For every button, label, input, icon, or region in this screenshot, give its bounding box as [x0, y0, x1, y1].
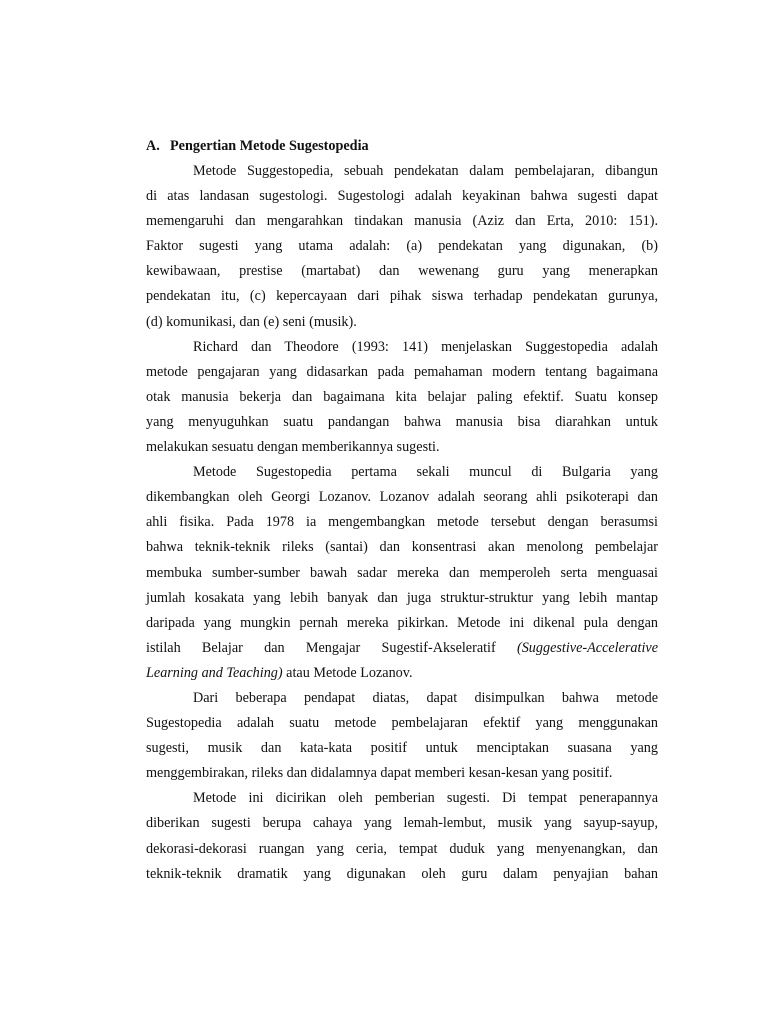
paragraph-line: Faktor sugesti yang utama adalah: (a) pendekatan yang digunakan, (b)	[146, 238, 658, 255]
document-page	[146, 134, 658, 887]
paragraph-line: dekorasi-dekorasi ruangan yang ceria, tempat duduk yang menyenangkan, dan	[146, 840, 658, 857]
paragraph-line-final	[146, 661, 658, 686]
paragraph-line: Sugestopedia adalah suatu metode pembelajaran efektif yang menggunakan	[146, 715, 658, 732]
lozanov-method-text: atau Metode Lozanov.	[282, 664, 413, 681]
english-term-italic-continued: Learning and Teaching)	[146, 664, 283, 681]
paragraph-line: teknik-teknik dramatik yang digunakan oleh guru dalam penyajian bahan	[146, 865, 658, 882]
paragraph-line: sugesti, musik dan kata-kata positif untuk menciptakan suasana yang	[146, 740, 658, 757]
paragraph-line: metode pengajaran yang didasarkan pada pemahaman modern tentang bagaimana	[146, 363, 658, 380]
paragraph-line: menggembirakan, rileks dan didalamnya dapat memberi kesan-kesan yang positif.	[146, 765, 613, 782]
paragraph-line: Metode ini dicirikan oleh pemberian sugesti. Di tempat penerapannya	[193, 790, 658, 807]
paragraph-line: memengaruhi dan mengarahkan tindakan manusia (Aziz dan Erta, 2010: 151).	[146, 213, 658, 230]
istilah-text: istilah Belajar dan Mengajar Sugestif-Akseleratif	[146, 639, 496, 656]
paragraph-line: otak manusia bekerja dan bagaimana kita belajar paling efektif. Suatu konsep	[146, 388, 658, 405]
section-title: Pengertian Metode Sugestopedia	[170, 138, 369, 154]
paragraph-lozanov	[146, 460, 658, 686]
paragraph-line: yang menyuguhkan suatu pandangan bahwa manusia bisa diarahkan untuk	[146, 413, 658, 430]
paragraph-line: Richard dan Theodore (1993: 141) menjelaskan Suggestopedia adalah	[193, 338, 658, 355]
paragraph-definition	[146, 159, 658, 335]
paragraph-line: dikembangkan oleh Georgi Lozanov. Lozanov adalah seorang ahli psikoterapi dan	[146, 489, 658, 506]
paragraph-line: membuka sumber-sumber bawah sadar mereka dan memperoleh serta menguasai	[146, 564, 658, 581]
paragraph-line: ahli fisika. Pada 1978 ia mengembangkan metode tersebut dengan berasumsi	[146, 514, 658, 531]
paragraph-line: bahwa teknik-teknik rileks (santai) dan konsentrasi akan menolong pembelajar	[146, 539, 658, 556]
paragraph-line: di atas landasan sugestologi. Sugestologi adalah keyakinan bahwa sugesti dapat	[146, 188, 658, 205]
paragraph-line: melakukan sesuatu dengan memberikannya sugesti.	[146, 439, 440, 456]
english-term-italic: (Suggestive-Accelerative	[516, 639, 658, 656]
paragraph-line: Metode Suggestopedia, sebuah pendekatan dalam pembelajaran, dibangun	[193, 163, 658, 179]
paragraph-line: pendekatan itu, (c) kepercayaan dari pihak siswa terhadap pendekatan gurunya,	[146, 288, 658, 305]
paragraph-line: Dari beberapa pendapat diatas, dapat disimpulkan bahwa metode	[193, 689, 658, 706]
paragraph-conclusion	[146, 686, 658, 786]
paragraph-line: (d) komunikasi, dan (e) seni (musik).	[146, 313, 357, 330]
paragraph-characteristics	[146, 786, 658, 886]
paragraph-richard-theodore	[146, 335, 658, 460]
section-number: A.	[146, 138, 160, 154]
section-heading	[146, 134, 658, 159]
paragraph-line: jumlah kosakata yang lebih banyak dan juga struktur-struktur yang lebih mantap	[146, 589, 658, 606]
paragraph-line-istilah	[146, 636, 658, 661]
paragraph-line: daripada yang mungkin pernah mereka pikirkan. Metode ini dikenal pula dengan	[146, 614, 658, 631]
paragraph-line: kewibawaan, prestise (martabat) dan wewenang guru yang menerapkan	[146, 263, 658, 280]
paragraph-line: diberikan sugesti berupa cahaya yang lemah-lembut, musik yang sayup-sayup,	[146, 815, 658, 832]
paragraph-line: Metode Sugestopedia pertama sekali muncul di Bulgaria yang	[193, 464, 658, 481]
